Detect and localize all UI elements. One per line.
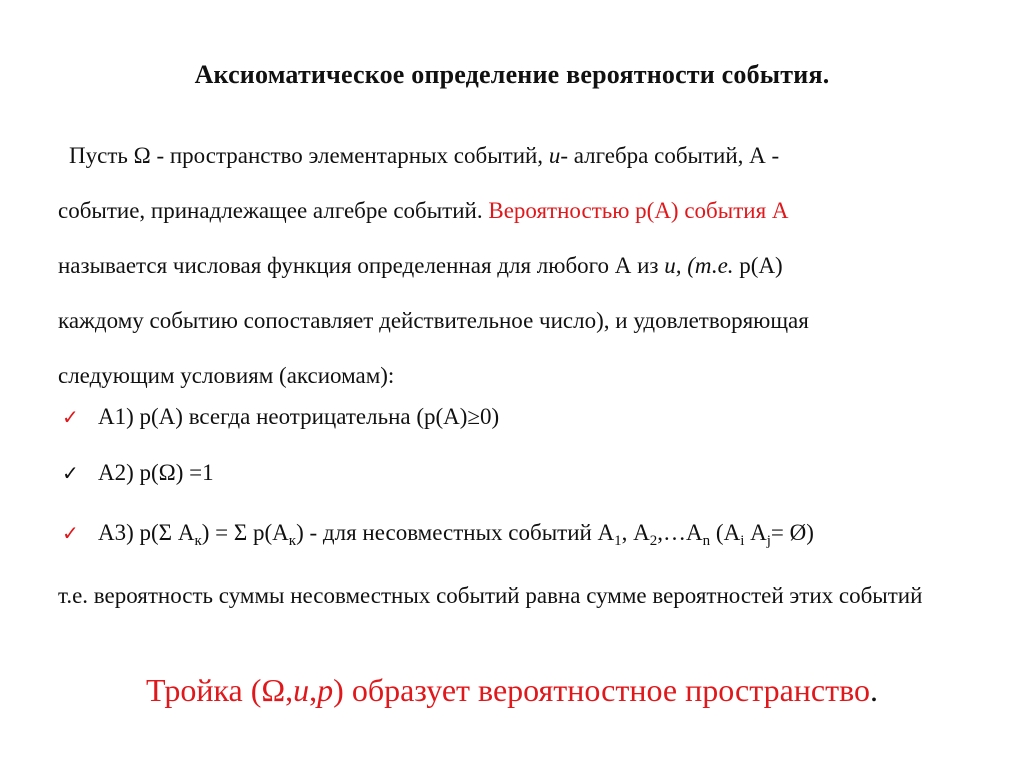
checkmark-icon: ✓ <box>62 461 79 485</box>
axiom-3-part: = Ø) <box>770 520 814 545</box>
axiom-1-text: А1) р(А) всегда неотрицательна (р(А)≥0) <box>98 404 500 429</box>
paragraph-line-3-text: называется числовая функция определенная для любого А из <box>58 253 665 278</box>
axiom-3-subscript: i <box>740 533 745 549</box>
checkmark-icon: ✓ <box>62 521 79 545</box>
slide-title: Аксиоматическое определение вероятности события. <box>194 60 830 89</box>
axiom-2-text: А2) р(Ω) =1 <box>98 460 214 485</box>
paragraph-line-1-rest: - алгебра событий, А - <box>560 143 780 168</box>
axiom-3-part: , А <box>621 520 650 545</box>
axiom-3-subscript: n <box>702 533 711 549</box>
final-dot: . <box>869 672 878 708</box>
axiom-3-subscript: к <box>194 533 202 549</box>
axiom-3-part: А3) р(Σ А <box>98 520 195 545</box>
axiom-3-part: (А <box>710 520 741 545</box>
final-u: и <box>293 672 310 708</box>
axiom-3-subscript: 2 <box>649 533 658 549</box>
paragraph-line-2-text: событие, принадлежащее алгебре событий. <box>58 198 489 223</box>
final-after: ) образует вероятностное пространство <box>333 672 870 708</box>
final-statement <box>0 672 1024 709</box>
conclusion-text: т.е. вероятность суммы несовместных событий равна сумме вероятностей этих событий <box>58 583 923 608</box>
axiom-item-1 <box>62 404 499 430</box>
checkmark-icon: ✓ <box>62 405 79 429</box>
paragraph-line-1 <box>58 128 1018 183</box>
final-before: Тройка (Ω, <box>146 672 294 708</box>
paragraph-line-2-highlight: Вероятностью р(А) события А <box>488 198 789 223</box>
axiom-3-part: ) - для несовместных событий А <box>296 520 615 545</box>
paragraph-line-3 <box>58 238 1018 293</box>
paragraph-line-3-italic: и, (т.е. <box>664 253 734 278</box>
axiom-3-part: А <box>744 520 767 545</box>
axiom-item-2 <box>62 460 214 486</box>
paragraph-line-3-end: р(А) <box>733 253 783 278</box>
final-p: р <box>317 672 334 708</box>
definition-paragraph <box>58 128 1018 403</box>
axiom-3-text <box>98 520 814 549</box>
axiom-3-part: ,…А <box>657 520 703 545</box>
axiom-3-subscript: j <box>766 533 771 549</box>
axiom-3-subscript: к <box>288 533 297 549</box>
paragraph-line-1-text: Пусть Ω - пространство элементарных событий, <box>69 143 549 168</box>
paragraph-line-2 <box>58 183 1018 238</box>
final-comma: , <box>309 672 318 708</box>
paragraph-line-4: каждому событию сопоставляет действительное число), и удовлетворяющая <box>58 308 809 333</box>
axiom-3-part: ) = Σ р(А <box>201 520 289 545</box>
axiom-3-subscript: 1 <box>614 533 622 549</box>
axiom-item-3 <box>62 520 814 550</box>
paragraph-line-1-u: и <box>548 143 561 168</box>
paragraph-line-5: следующим условиям (аксиомам): <box>58 363 395 388</box>
